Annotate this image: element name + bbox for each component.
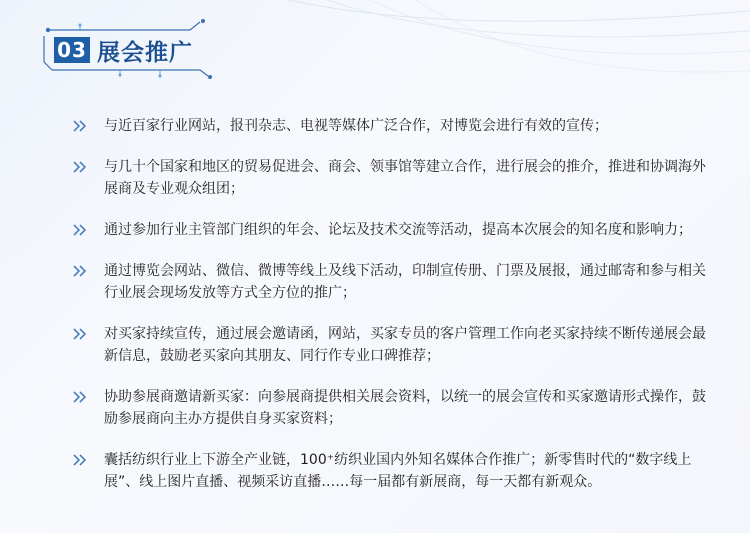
double-chevron-right-icon [72, 263, 88, 279]
list-item-text: 对买家持续宣传，通过展会邀请函，网站，买家专员的客户管理工作向老买家持续不断传递展会最新信息，鼓励老买家向其朋友、同行作专业口碑推荐； [104, 326, 706, 364]
double-chevron-right-icon [72, 159, 88, 175]
list-item [68, 260, 708, 304]
promotion-list [68, 115, 708, 512]
section-header [40, 18, 220, 80]
list-item [68, 115, 708, 137]
list-item [68, 219, 708, 241]
list-item [68, 156, 708, 200]
list-item-text: 与几十个国家和地区的贸易促进会、商会、领事馆等建立合作，进行展会的推介，推进和协调海外展商及专业观众组团； [104, 159, 706, 197]
double-chevron-right-icon [72, 118, 88, 134]
list-item [68, 323, 708, 367]
list-item [68, 449, 708, 493]
list-item-text: 通过博览会网站、微信、微博等线上及线下活动，印制宣传册、门票及展报，通过邮寄和参与相关行业展会现场发放等方式全方位的推广； [104, 263, 706, 301]
list-item-text: 协助参展商邀请新买家：向参展商提供相关展会资料，以统一的展会宣传和买家邀请形式操作，鼓励参展商向主办方提供自身买家资料； [104, 389, 706, 427]
list-item-text: 囊括纺织行业上下游全产业链，100⁺纺织业国内外知名媒体合作推广；新零售时代的“数字线上展”、线上图片直播、视频采访直播……每一届都有新展商，每一天都有新观众。 [104, 452, 692, 490]
double-chevron-right-icon [72, 452, 88, 468]
double-chevron-right-icon [72, 222, 88, 238]
section-number: 03 [54, 37, 90, 63]
list-item-text: 与近百家行业网站，报刊杂志、电视等媒体广泛合作，对博览会进行有效的宣传； [104, 118, 608, 134]
page-title: 展会推广 [97, 40, 193, 66]
double-chevron-right-icon [72, 326, 88, 342]
double-chevron-right-icon [72, 389, 88, 405]
list-item-text: 通过参加行业主管部门组织的年会、论坛及技术交流等活动，提高本次展会的知名度和影响力； [104, 222, 692, 238]
list-item [68, 386, 708, 430]
